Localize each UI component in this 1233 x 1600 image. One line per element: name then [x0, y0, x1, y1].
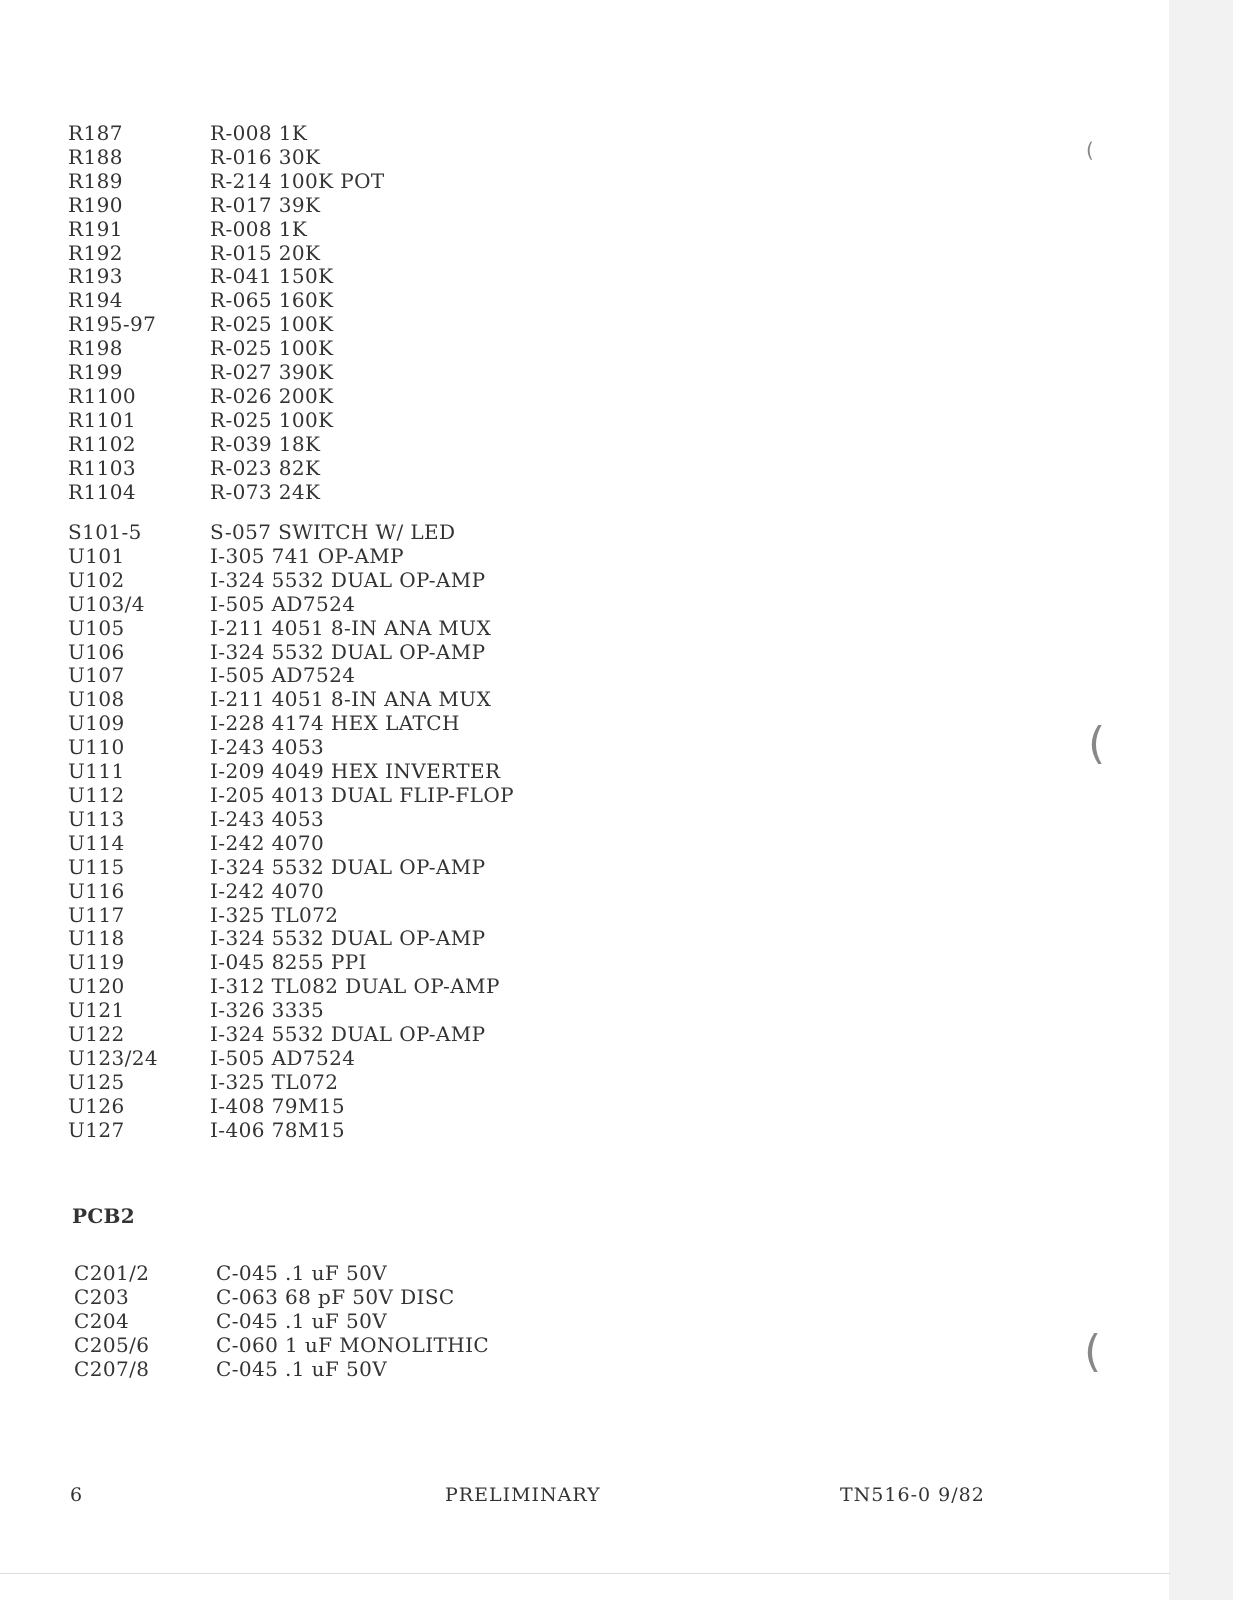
part-description: C-060 1 uF MONOLITHIC — [216, 1332, 490, 1357]
list-item — [68, 975, 514, 999]
list-item — [74, 1334, 489, 1358]
part-reference: R194 — [68, 288, 123, 313]
part-reference: U125 — [68, 1069, 125, 1094]
part-reference: U118 — [68, 926, 125, 951]
status-label: PRELIMINARY — [445, 1484, 601, 1506]
part-description: I-324 5532 DUAL OP-AMP — [210, 639, 486, 664]
list-item — [68, 1023, 514, 1047]
list-item — [68, 593, 514, 617]
part-description: I-243 4053 — [210, 806, 325, 831]
part-reference: R198 — [68, 336, 123, 361]
document-id: TN516-0 9/82 — [840, 1484, 985, 1506]
list-item — [68, 664, 514, 688]
part-reference: U113 — [68, 806, 125, 831]
list-item — [68, 784, 514, 808]
part-description: R-008 1K — [210, 216, 308, 241]
part-description: I-326 3335 — [210, 998, 325, 1023]
part-description: R-016 30K — [210, 144, 321, 169]
scan-mark-1: ( — [1088, 718, 1106, 769]
part-description: C-045 .1 uF 50V — [216, 1261, 388, 1285]
part-reference: U123/24 — [68, 1045, 159, 1070]
part-description: R-023 82K — [210, 455, 321, 480]
section-title-pcb2: PCB2 — [72, 1204, 135, 1228]
list-item — [68, 337, 385, 361]
part-description: R-065 160K — [210, 288, 334, 313]
part-reference: R1102 — [68, 431, 136, 456]
part-reference: U108 — [68, 687, 125, 712]
list-item — [68, 1119, 514, 1143]
part-description: I-505 AD7524 — [210, 1045, 356, 1070]
scan-mark-3: ( — [1086, 138, 1094, 162]
list-item — [68, 688, 514, 712]
scan-page-edge — [1169, 0, 1233, 1600]
list-item — [68, 712, 514, 736]
list-item — [68, 641, 514, 665]
part-reference: R193 — [68, 264, 123, 289]
part-reference: C207/8 — [74, 1356, 150, 1381]
list-item — [68, 313, 385, 337]
part-description: I-305 741 OP-AMP — [210, 543, 405, 568]
list-item — [68, 289, 385, 313]
part-reference: R192 — [68, 240, 123, 265]
resistor-list — [68, 122, 385, 505]
part-description: R-025 100K — [210, 312, 334, 337]
part-description: S-057 SWITCH W/ LED — [210, 520, 456, 544]
part-description: C-045 .1 uF 50V — [216, 1308, 388, 1333]
part-description: R-025 100K — [210, 336, 334, 361]
list-item — [68, 265, 385, 289]
list-item — [68, 545, 514, 569]
list-item — [68, 521, 514, 545]
list-item — [68, 433, 385, 457]
part-reference: R187 — [68, 121, 123, 145]
list-item — [68, 361, 385, 385]
part-reference: R199 — [68, 360, 123, 385]
list-item — [68, 760, 514, 784]
part-description: I-325 TL072 — [210, 1069, 339, 1094]
part-description: I-505 AD7524 — [210, 663, 356, 688]
list-item — [68, 1047, 514, 1071]
part-description: R-073 24K — [210, 479, 321, 504]
part-reference: U101 — [68, 543, 125, 568]
part-description: I-324 5532 DUAL OP-AMP — [210, 854, 486, 879]
list-item — [68, 146, 385, 170]
part-reference: U107 — [68, 663, 125, 688]
part-description: I-406 78M15 — [210, 1117, 345, 1142]
list-item — [68, 1071, 514, 1095]
list-item — [68, 880, 514, 904]
list-item — [68, 409, 385, 433]
list-item — [68, 218, 385, 242]
part-reference: U103/4 — [68, 591, 145, 616]
list-item — [68, 832, 514, 856]
list-item — [68, 951, 514, 975]
part-reference: R195-97 — [68, 312, 157, 337]
part-description: I-505 AD7524 — [210, 591, 356, 616]
part-description: R-214 100K POT — [210, 168, 385, 193]
part-reference: U110 — [68, 735, 125, 760]
page-number: 6 — [70, 1484, 84, 1506]
part-description: R-027 390K — [210, 360, 334, 385]
part-reference: U112 — [68, 782, 125, 807]
part-description: C-045 .1 uF 50V — [216, 1356, 388, 1381]
part-description: I-324 5532 DUAL OP-AMP — [210, 1022, 486, 1047]
list-item — [68, 385, 385, 409]
list-item — [68, 856, 514, 880]
list-item — [68, 808, 514, 832]
part-description: I-325 TL072 — [210, 902, 339, 927]
list-item — [68, 736, 514, 760]
list-item — [68, 569, 514, 593]
part-reference: C204 — [74, 1308, 130, 1333]
list-item — [68, 927, 514, 951]
part-reference: U121 — [68, 998, 125, 1023]
part-reference: R1100 — [68, 383, 136, 408]
part-reference: R1103 — [68, 455, 136, 480]
part-reference: U111 — [68, 759, 125, 784]
part-description: I-312 TL082 DUAL OP-AMP — [210, 974, 500, 999]
list-item — [74, 1310, 489, 1334]
part-description: R-025 100K — [210, 407, 334, 432]
part-reference: C201/2 — [74, 1261, 150, 1285]
list-item — [68, 904, 514, 928]
list-item — [74, 1262, 489, 1286]
part-reference: U117 — [68, 902, 125, 927]
list-item — [68, 194, 385, 218]
part-reference: U116 — [68, 878, 125, 903]
list-item — [74, 1286, 489, 1310]
list-item — [68, 242, 385, 266]
list-item — [68, 617, 514, 641]
part-reference: U120 — [68, 974, 125, 999]
part-description: I-209 4049 HEX INVERTER — [210, 759, 501, 784]
part-description: I-211 4051 8-IN ANA MUX — [210, 687, 492, 712]
part-description: I-243 4053 — [210, 735, 325, 760]
part-reference: U119 — [68, 950, 125, 975]
part-reference: R191 — [68, 216, 123, 241]
part-description: R-017 39K — [210, 192, 321, 217]
part-reference: U114 — [68, 830, 125, 855]
switch-ic-list — [68, 521, 514, 1143]
part-description: I-045 8255 PPI — [210, 950, 367, 975]
list-item — [68, 1095, 514, 1119]
list-item — [74, 1358, 489, 1382]
part-reference: C203 — [74, 1284, 130, 1309]
part-description: R-041 150K — [210, 264, 334, 289]
scan-mark-2: ( — [1084, 1326, 1102, 1377]
part-reference: U115 — [68, 854, 125, 879]
part-description: I-324 5532 DUAL OP-AMP — [210, 567, 486, 592]
list-item — [68, 170, 385, 194]
scan-edge-line — [0, 1573, 1170, 1574]
part-description: I-408 79M15 — [210, 1093, 345, 1118]
part-reference: U109 — [68, 711, 125, 736]
part-description: R-039 18K — [210, 431, 321, 456]
part-description: I-242 4070 — [210, 830, 325, 855]
list-item — [68, 481, 385, 505]
part-description: I-324 5532 DUAL OP-AMP — [210, 926, 486, 951]
part-reference: R190 — [68, 192, 123, 217]
part-description: R-008 1K — [210, 121, 308, 145]
part-description: C-063 68 pF 50V DISC — [216, 1284, 455, 1309]
part-description: I-211 4051 8-IN ANA MUX — [210, 615, 492, 640]
part-description: R-015 20K — [210, 240, 321, 265]
part-reference: R1101 — [68, 407, 136, 432]
part-reference: U126 — [68, 1093, 125, 1118]
part-description: I-228 4174 HEX LATCH — [210, 711, 460, 736]
part-reference: U122 — [68, 1022, 125, 1047]
list-item — [68, 999, 514, 1023]
pcb2-capacitor-list — [74, 1262, 489, 1382]
list-item — [68, 122, 385, 146]
part-reference: U105 — [68, 615, 125, 640]
part-description: I-242 4070 — [210, 878, 325, 903]
part-description: R-026 200K — [210, 383, 334, 408]
part-reference: R189 — [68, 168, 123, 193]
part-reference: U102 — [68, 567, 125, 592]
part-reference: U106 — [68, 639, 125, 664]
part-reference: R1104 — [68, 479, 136, 504]
part-reference: C205/6 — [74, 1332, 150, 1357]
part-reference: R188 — [68, 144, 123, 169]
list-item — [68, 457, 385, 481]
part-description: I-205 4013 DUAL FLIP-FLOP — [210, 782, 514, 807]
part-reference: S101-5 — [68, 520, 142, 544]
part-reference: U127 — [68, 1117, 125, 1142]
